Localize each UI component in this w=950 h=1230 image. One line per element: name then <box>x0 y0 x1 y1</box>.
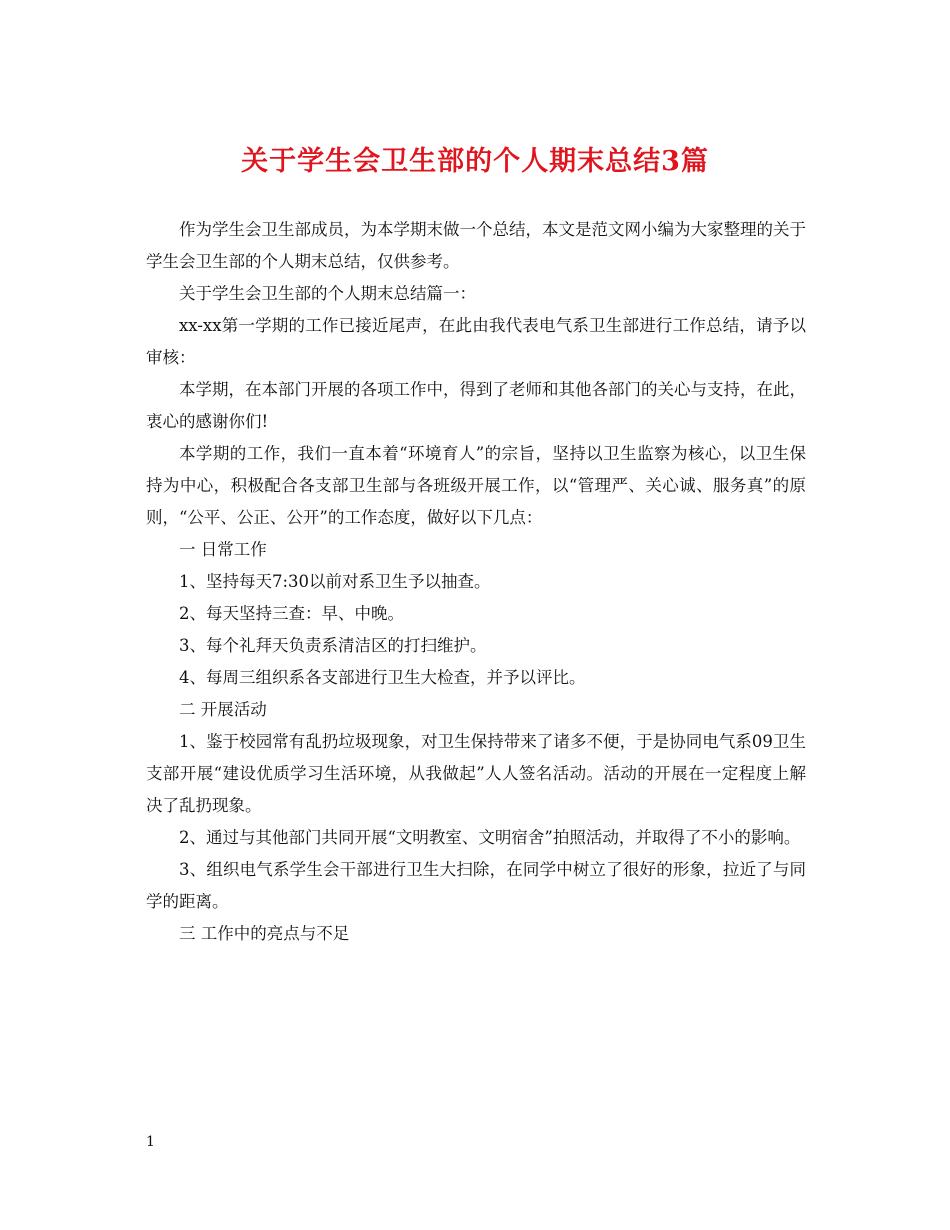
list-item: 3、组织电气系学生会干部进行卫生大扫除，在同学中树立了很好的形象，拉近了与同学的距离。 <box>146 860 806 911</box>
subheading-daily-work: 一 日常工作 <box>179 540 267 559</box>
document-title: 关于学生会卫生部的个人期末总结3篇 <box>241 146 709 177</box>
paragraph-section-heading-1: 关于学生会卫生部的个人期末总结篇一： <box>179 284 476 303</box>
list-item: 2、通过与其他部门共同开展“文明教室、文明宿舍”拍照活动，并取得了不小的影响。 <box>179 828 801 847</box>
list-item: 1、坚持每天7:30以前对系卫生予以抽查。 <box>179 572 491 591</box>
paragraph-intro: 作为学生会卫生部成员，为本学期末做一个总结，本文是范文网小编为大家整理的关于学生会卫生部的个人期末总结，仅供参考。 <box>146 220 806 271</box>
subheading-highlights: 三 工作中的亮点与不足 <box>179 924 350 943</box>
list-item: 4、每周三组织系各支部进行卫生大检查，并予以评比。 <box>179 668 586 687</box>
paragraph: xx-xx第一学期的工作已接近尾声，在此由我代表电气系卫生部进行工作总结，请予以审核： <box>146 316 806 367</box>
list-item: 3、每个礼拜天负责系清洁区的打扫维护。 <box>179 636 487 655</box>
subheading-activities: 二 开展活动 <box>179 700 267 719</box>
paragraph: 本学期，在本部门开展的各项工作中，得到了老师和其他各部门的关心与支持，在此，衷心的感谢你们! <box>146 380 806 431</box>
list-item: 1、鉴于校园常有乱扔垃圾现象，对卫生保持带来了诸多不便，于是协同电气系09卫生支部开展“建设优质学习生活环境，从我做起”人人签名活动。活动的开展在一定程度上解决了乱扔现象。 <box>146 732 806 815</box>
list-item: 2、每天坚持三查：早、中晚。 <box>179 604 404 623</box>
document-body <box>146 214 806 950</box>
paragraph: 本学期的工作，我们一直本着“环境育人”的宗旨，坚持以卫生监察为核心，以卫生保持为中心，积极配合各支部卫生部与各班级开展工作，以“管理严、关心诚、服务真”的原则，“公平、公正、公开”的工作态度，做好以下几点： <box>146 444 806 527</box>
page-number: 1 <box>146 1134 155 1150</box>
